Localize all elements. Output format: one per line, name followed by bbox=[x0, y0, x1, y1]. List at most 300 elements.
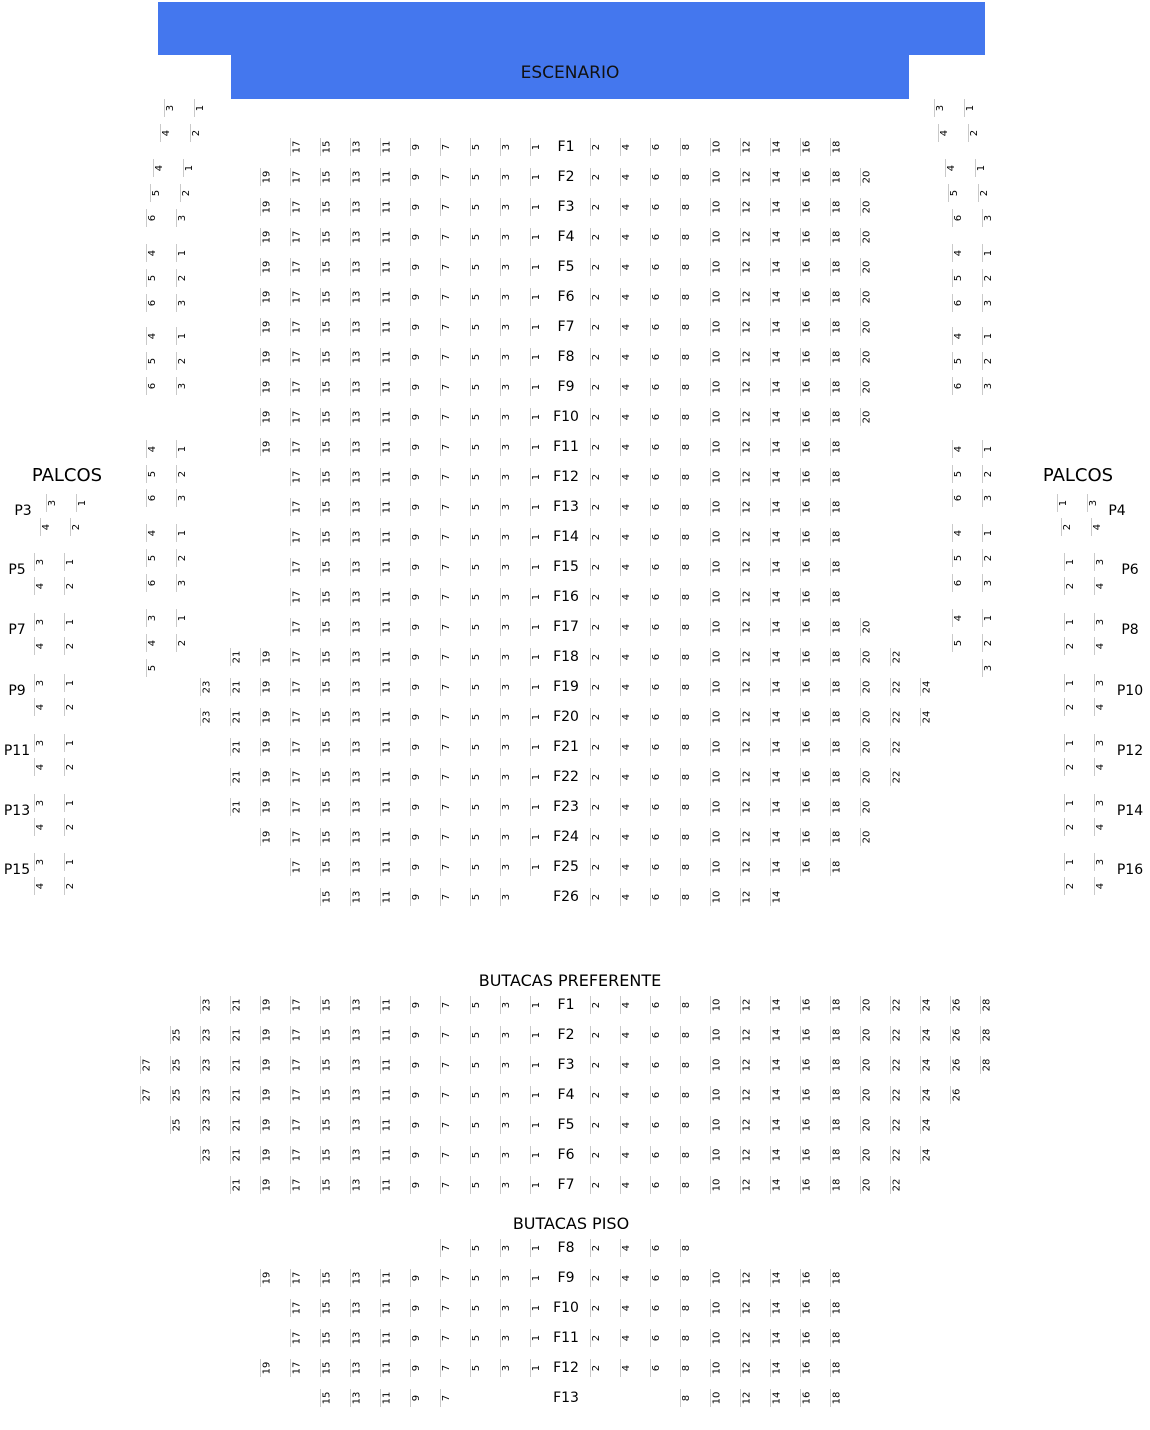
seat[interactable] bbox=[710, 528, 723, 546]
seat[interactable] bbox=[680, 798, 693, 816]
seat[interactable] bbox=[620, 168, 633, 186]
seat[interactable] bbox=[440, 198, 453, 216]
box-seat[interactable] bbox=[1064, 734, 1077, 752]
seat[interactable] bbox=[380, 1359, 393, 1377]
seat[interactable] bbox=[260, 168, 273, 186]
seat[interactable] bbox=[800, 1056, 813, 1074]
seat[interactable] bbox=[830, 996, 843, 1014]
seat[interactable] bbox=[590, 558, 603, 576]
seat[interactable] bbox=[680, 258, 693, 276]
seat[interactable] bbox=[680, 1176, 693, 1194]
seat[interactable] bbox=[500, 558, 513, 576]
seat[interactable] bbox=[620, 1269, 633, 1287]
seat[interactable] bbox=[800, 1269, 813, 1287]
seat[interactable] bbox=[410, 768, 423, 786]
seat[interactable] bbox=[470, 1086, 483, 1104]
seat[interactable] bbox=[320, 408, 333, 426]
side-seat[interactable] bbox=[952, 489, 965, 507]
seat[interactable] bbox=[290, 138, 303, 156]
seat[interactable] bbox=[770, 1146, 783, 1164]
seat[interactable] bbox=[350, 1299, 363, 1317]
seat[interactable] bbox=[350, 828, 363, 846]
seat[interactable] bbox=[350, 288, 363, 306]
side-seat[interactable] bbox=[176, 352, 189, 370]
seat[interactable] bbox=[290, 1056, 303, 1074]
seat[interactable] bbox=[500, 348, 513, 366]
side-seat[interactable] bbox=[176, 524, 189, 542]
seat[interactable] bbox=[860, 828, 873, 846]
seat[interactable] bbox=[290, 468, 303, 486]
side-seat[interactable] bbox=[968, 124, 981, 142]
seat[interactable] bbox=[890, 648, 903, 666]
seat[interactable] bbox=[440, 468, 453, 486]
seat[interactable] bbox=[620, 138, 633, 156]
seat[interactable] bbox=[860, 678, 873, 696]
side-seat[interactable] bbox=[952, 209, 965, 227]
seat[interactable] bbox=[830, 1056, 843, 1074]
side-seat[interactable] bbox=[176, 574, 189, 592]
seat[interactable] bbox=[740, 828, 753, 846]
seat[interactable] bbox=[650, 228, 663, 246]
seat[interactable] bbox=[350, 1389, 363, 1407]
seat[interactable] bbox=[380, 1269, 393, 1287]
seat[interactable] bbox=[410, 1026, 423, 1044]
seat[interactable] bbox=[710, 1086, 723, 1104]
seat[interactable] bbox=[350, 198, 363, 216]
seat[interactable] bbox=[290, 558, 303, 576]
seat[interactable] bbox=[350, 588, 363, 606]
seat[interactable] bbox=[260, 228, 273, 246]
side-seat[interactable] bbox=[146, 465, 159, 483]
seat[interactable] bbox=[830, 618, 843, 636]
seat[interactable] bbox=[290, 858, 303, 876]
side-seat[interactable] bbox=[982, 209, 995, 227]
seat[interactable] bbox=[740, 996, 753, 1014]
seat[interactable] bbox=[350, 1329, 363, 1347]
seat[interactable] bbox=[680, 648, 693, 666]
seat[interactable] bbox=[770, 1329, 783, 1347]
seat[interactable] bbox=[320, 198, 333, 216]
seat[interactable] bbox=[290, 768, 303, 786]
seat[interactable] bbox=[770, 1056, 783, 1074]
side-seat[interactable] bbox=[938, 124, 951, 142]
seat[interactable] bbox=[740, 678, 753, 696]
seat[interactable] bbox=[590, 438, 603, 456]
seat[interactable] bbox=[410, 1359, 423, 1377]
seat[interactable] bbox=[500, 996, 513, 1014]
seat[interactable] bbox=[980, 996, 993, 1014]
seat[interactable] bbox=[770, 1299, 783, 1317]
seat[interactable] bbox=[350, 438, 363, 456]
seat[interactable] bbox=[440, 1359, 453, 1377]
seat[interactable] bbox=[620, 228, 633, 246]
seat[interactable] bbox=[380, 648, 393, 666]
seat[interactable] bbox=[620, 318, 633, 336]
seat[interactable] bbox=[350, 1056, 363, 1074]
seat[interactable] bbox=[500, 468, 513, 486]
seat[interactable] bbox=[290, 618, 303, 636]
seat[interactable] bbox=[290, 1329, 303, 1347]
side-seat[interactable] bbox=[952, 269, 965, 287]
side-seat[interactable] bbox=[982, 465, 995, 483]
seat[interactable] bbox=[770, 1116, 783, 1134]
seat[interactable] bbox=[290, 1086, 303, 1104]
seat[interactable] bbox=[860, 198, 873, 216]
seat[interactable] bbox=[470, 588, 483, 606]
seat[interactable] bbox=[800, 828, 813, 846]
seat[interactable] bbox=[950, 996, 963, 1014]
box-seat[interactable] bbox=[1064, 758, 1077, 776]
box-seat[interactable] bbox=[34, 794, 47, 812]
seat[interactable] bbox=[800, 1359, 813, 1377]
seat[interactable] bbox=[710, 828, 723, 846]
seat[interactable] bbox=[650, 798, 663, 816]
seat[interactable] bbox=[860, 618, 873, 636]
seat[interactable] bbox=[710, 1269, 723, 1287]
seat[interactable] bbox=[470, 1056, 483, 1074]
seat[interactable] bbox=[380, 498, 393, 516]
seat[interactable] bbox=[470, 1359, 483, 1377]
seat[interactable] bbox=[440, 1389, 453, 1407]
seat[interactable] bbox=[440, 996, 453, 1014]
seat[interactable] bbox=[710, 408, 723, 426]
box-seat[interactable] bbox=[1091, 518, 1104, 536]
seat[interactable] bbox=[650, 1239, 663, 1257]
side-seat[interactable] bbox=[952, 634, 965, 652]
seat[interactable] bbox=[380, 618, 393, 636]
seat[interactable] bbox=[830, 1359, 843, 1377]
seat[interactable] bbox=[230, 1086, 243, 1104]
seat[interactable] bbox=[500, 858, 513, 876]
seat[interactable] bbox=[530, 1299, 543, 1317]
seat[interactable] bbox=[620, 678, 633, 696]
seat[interactable] bbox=[500, 1176, 513, 1194]
seat[interactable] bbox=[800, 138, 813, 156]
seat[interactable] bbox=[860, 408, 873, 426]
seat[interactable] bbox=[320, 1299, 333, 1317]
side-seat[interactable] bbox=[964, 99, 977, 117]
seat[interactable] bbox=[920, 1086, 933, 1104]
seat[interactable] bbox=[320, 288, 333, 306]
seat[interactable] bbox=[770, 318, 783, 336]
box-seat[interactable] bbox=[64, 577, 77, 595]
seat[interactable] bbox=[770, 678, 783, 696]
seat[interactable] bbox=[830, 258, 843, 276]
seat[interactable] bbox=[710, 198, 723, 216]
seat[interactable] bbox=[620, 798, 633, 816]
seat[interactable] bbox=[710, 138, 723, 156]
box-seat[interactable] bbox=[1094, 553, 1107, 571]
seat[interactable] bbox=[830, 438, 843, 456]
seat[interactable] bbox=[650, 648, 663, 666]
side-seat[interactable] bbox=[146, 609, 159, 627]
seat[interactable] bbox=[530, 258, 543, 276]
seat[interactable] bbox=[440, 1299, 453, 1317]
seat[interactable] bbox=[740, 618, 753, 636]
seat[interactable] bbox=[500, 798, 513, 816]
seat[interactable] bbox=[500, 438, 513, 456]
seat[interactable] bbox=[590, 408, 603, 426]
side-seat[interactable] bbox=[146, 574, 159, 592]
seat[interactable] bbox=[500, 888, 513, 906]
seat[interactable] bbox=[440, 1329, 453, 1347]
seat[interactable] bbox=[470, 168, 483, 186]
seat[interactable] bbox=[740, 558, 753, 576]
side-seat[interactable] bbox=[934, 99, 947, 117]
seat[interactable] bbox=[320, 828, 333, 846]
seat[interactable] bbox=[740, 318, 753, 336]
seat[interactable] bbox=[230, 996, 243, 1014]
seat[interactable] bbox=[410, 168, 423, 186]
seat[interactable] bbox=[380, 1026, 393, 1044]
seat[interactable] bbox=[380, 1116, 393, 1134]
seat[interactable] bbox=[680, 1026, 693, 1044]
seat[interactable] bbox=[740, 1389, 753, 1407]
seat[interactable] bbox=[470, 858, 483, 876]
seat[interactable] bbox=[620, 1026, 633, 1044]
seat[interactable] bbox=[980, 1026, 993, 1044]
seat[interactable] bbox=[410, 138, 423, 156]
seat[interactable] bbox=[590, 348, 603, 366]
seat[interactable] bbox=[410, 1056, 423, 1074]
seat[interactable] bbox=[800, 378, 813, 396]
box-seat[interactable] bbox=[64, 637, 77, 655]
seat[interactable] bbox=[530, 228, 543, 246]
seat[interactable] bbox=[770, 468, 783, 486]
seat[interactable] bbox=[290, 738, 303, 756]
side-seat[interactable] bbox=[982, 634, 995, 652]
seat[interactable] bbox=[680, 318, 693, 336]
seat[interactable] bbox=[200, 708, 213, 726]
side-seat[interactable] bbox=[982, 574, 995, 592]
seat[interactable] bbox=[830, 498, 843, 516]
seat[interactable] bbox=[440, 228, 453, 246]
seat[interactable] bbox=[260, 708, 273, 726]
seat[interactable] bbox=[620, 618, 633, 636]
seat[interactable] bbox=[500, 738, 513, 756]
seat[interactable] bbox=[620, 648, 633, 666]
seat[interactable] bbox=[710, 1116, 723, 1134]
seat[interactable] bbox=[800, 1299, 813, 1317]
seat[interactable] bbox=[380, 888, 393, 906]
seat[interactable] bbox=[380, 258, 393, 276]
seat[interactable] bbox=[470, 708, 483, 726]
seat[interactable] bbox=[440, 288, 453, 306]
seat[interactable] bbox=[470, 438, 483, 456]
seat[interactable] bbox=[680, 348, 693, 366]
seat[interactable] bbox=[260, 1359, 273, 1377]
seat[interactable] bbox=[770, 198, 783, 216]
box-seat[interactable] bbox=[1094, 734, 1107, 752]
seat[interactable] bbox=[800, 498, 813, 516]
seat[interactable] bbox=[320, 1116, 333, 1134]
seat[interactable] bbox=[860, 348, 873, 366]
seat[interactable] bbox=[650, 1086, 663, 1104]
seat[interactable] bbox=[320, 618, 333, 636]
seat[interactable] bbox=[680, 708, 693, 726]
seat[interactable] bbox=[620, 1056, 633, 1074]
seat[interactable] bbox=[410, 678, 423, 696]
seat[interactable] bbox=[650, 996, 663, 1014]
side-seat[interactable] bbox=[176, 440, 189, 458]
seat[interactable] bbox=[620, 1146, 633, 1164]
side-seat[interactable] bbox=[982, 489, 995, 507]
side-seat[interactable] bbox=[952, 609, 965, 627]
seat[interactable] bbox=[770, 558, 783, 576]
seat[interactable] bbox=[320, 378, 333, 396]
seat[interactable] bbox=[380, 588, 393, 606]
seat[interactable] bbox=[380, 198, 393, 216]
seat[interactable] bbox=[620, 1086, 633, 1104]
seat[interactable] bbox=[680, 1116, 693, 1134]
side-seat[interactable] bbox=[982, 659, 995, 677]
seat[interactable] bbox=[500, 198, 513, 216]
seat[interactable] bbox=[890, 1176, 903, 1194]
seat[interactable] bbox=[950, 1026, 963, 1044]
seat[interactable] bbox=[710, 228, 723, 246]
seat[interactable] bbox=[800, 168, 813, 186]
seat[interactable] bbox=[620, 258, 633, 276]
seat[interactable] bbox=[740, 228, 753, 246]
seat[interactable] bbox=[470, 348, 483, 366]
seat[interactable] bbox=[500, 318, 513, 336]
seat[interactable] bbox=[740, 1329, 753, 1347]
seat[interactable] bbox=[860, 288, 873, 306]
box-seat[interactable] bbox=[1094, 637, 1107, 655]
seat[interactable] bbox=[740, 408, 753, 426]
seat[interactable] bbox=[860, 258, 873, 276]
seat[interactable] bbox=[530, 198, 543, 216]
seat[interactable] bbox=[860, 1146, 873, 1164]
seat[interactable] bbox=[770, 138, 783, 156]
seat[interactable] bbox=[710, 468, 723, 486]
seat[interactable] bbox=[170, 1116, 183, 1134]
seat[interactable] bbox=[500, 1026, 513, 1044]
seat[interactable] bbox=[260, 318, 273, 336]
seat[interactable] bbox=[710, 1146, 723, 1164]
seat[interactable] bbox=[710, 1329, 723, 1347]
seat[interactable] bbox=[320, 888, 333, 906]
seat[interactable] bbox=[200, 996, 213, 1014]
seat[interactable] bbox=[740, 438, 753, 456]
seat[interactable] bbox=[470, 198, 483, 216]
box-seat[interactable] bbox=[64, 734, 77, 752]
seat[interactable] bbox=[650, 1026, 663, 1044]
side-seat[interactable] bbox=[952, 465, 965, 483]
seat[interactable] bbox=[770, 498, 783, 516]
seat[interactable] bbox=[410, 558, 423, 576]
seat[interactable] bbox=[710, 168, 723, 186]
seat[interactable] bbox=[590, 1056, 603, 1074]
seat[interactable] bbox=[800, 228, 813, 246]
seat[interactable] bbox=[710, 1026, 723, 1044]
seat[interactable] bbox=[320, 138, 333, 156]
seat[interactable] bbox=[290, 528, 303, 546]
seat[interactable] bbox=[470, 648, 483, 666]
seat[interactable] bbox=[770, 288, 783, 306]
seat[interactable] bbox=[470, 378, 483, 396]
seat[interactable] bbox=[650, 888, 663, 906]
seat[interactable] bbox=[410, 198, 423, 216]
seat[interactable] bbox=[320, 1026, 333, 1044]
seat[interactable] bbox=[530, 438, 543, 456]
side-seat[interactable] bbox=[194, 99, 207, 117]
seat[interactable] bbox=[710, 498, 723, 516]
seat[interactable] bbox=[290, 1269, 303, 1287]
seat[interactable] bbox=[800, 618, 813, 636]
seat[interactable] bbox=[710, 798, 723, 816]
seat[interactable] bbox=[320, 678, 333, 696]
seat[interactable] bbox=[710, 888, 723, 906]
seat[interactable] bbox=[710, 1359, 723, 1377]
box-seat[interactable] bbox=[64, 818, 77, 836]
seat[interactable] bbox=[830, 708, 843, 726]
seat[interactable] bbox=[380, 798, 393, 816]
seat[interactable] bbox=[590, 1116, 603, 1134]
seat[interactable] bbox=[770, 588, 783, 606]
seat[interactable] bbox=[200, 678, 213, 696]
seat[interactable] bbox=[650, 498, 663, 516]
box-seat[interactable] bbox=[1064, 674, 1077, 692]
seat[interactable] bbox=[800, 468, 813, 486]
seat[interactable] bbox=[860, 1116, 873, 1134]
seat[interactable] bbox=[230, 1056, 243, 1074]
seat[interactable] bbox=[920, 1026, 933, 1044]
seat[interactable] bbox=[410, 228, 423, 246]
seat[interactable] bbox=[290, 198, 303, 216]
seat[interactable] bbox=[470, 1269, 483, 1287]
seat[interactable] bbox=[230, 738, 243, 756]
seat[interactable] bbox=[380, 228, 393, 246]
seat[interactable] bbox=[680, 558, 693, 576]
seat[interactable] bbox=[770, 648, 783, 666]
seat[interactable] bbox=[320, 1359, 333, 1377]
seat[interactable] bbox=[590, 858, 603, 876]
seat[interactable] bbox=[530, 858, 543, 876]
seat[interactable] bbox=[260, 996, 273, 1014]
seat[interactable] bbox=[530, 1116, 543, 1134]
seat[interactable] bbox=[440, 168, 453, 186]
seat[interactable] bbox=[680, 378, 693, 396]
seat[interactable] bbox=[740, 708, 753, 726]
seat[interactable] bbox=[410, 858, 423, 876]
seat[interactable] bbox=[800, 738, 813, 756]
seat[interactable] bbox=[410, 1086, 423, 1104]
seat[interactable] bbox=[770, 798, 783, 816]
seat[interactable] bbox=[200, 1146, 213, 1164]
seat[interactable] bbox=[710, 288, 723, 306]
seat[interactable] bbox=[830, 858, 843, 876]
seat[interactable] bbox=[380, 738, 393, 756]
seat[interactable] bbox=[920, 1146, 933, 1164]
seat[interactable] bbox=[920, 1056, 933, 1074]
seat[interactable] bbox=[650, 828, 663, 846]
seat[interactable] bbox=[470, 288, 483, 306]
seat[interactable] bbox=[470, 768, 483, 786]
seat[interactable] bbox=[800, 1116, 813, 1134]
seat[interactable] bbox=[410, 1389, 423, 1407]
seat[interactable] bbox=[770, 618, 783, 636]
box-seat[interactable] bbox=[1064, 553, 1077, 571]
seat[interactable] bbox=[290, 828, 303, 846]
seat[interactable] bbox=[410, 288, 423, 306]
side-seat[interactable] bbox=[952, 352, 965, 370]
seat[interactable] bbox=[920, 996, 933, 1014]
seat[interactable] bbox=[830, 288, 843, 306]
seat[interactable] bbox=[920, 708, 933, 726]
seat[interactable] bbox=[500, 1056, 513, 1074]
seat[interactable] bbox=[650, 1116, 663, 1134]
